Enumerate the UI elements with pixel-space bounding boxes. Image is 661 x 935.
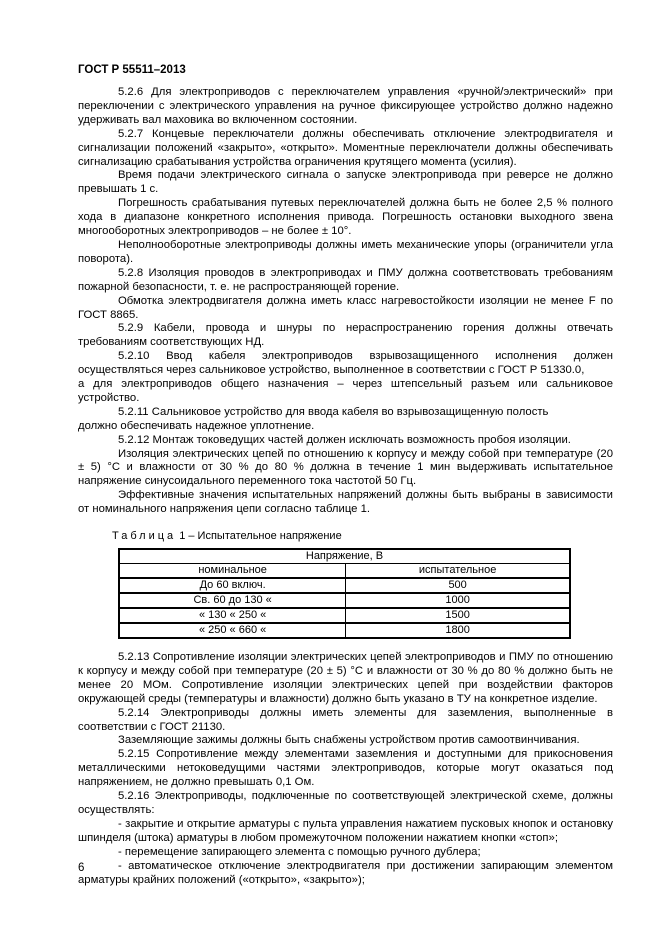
paragraph: Погрешность срабатывания путевых переключателей должна быть не более 2,5 % полного хода в диапазоне конкретного исполнения привода. Погрешность остановки выходного звена многооборотных электроприводов – не более ± 10°.: [78, 197, 613, 238]
table-row: [119, 608, 570, 623]
paragraph: 5.2.12 Монтаж токоведущих частей должен исключать возможность пробоя изоляции.: [118, 433, 571, 446]
paragraph: а для электроприводов общего назначения – через штепсельный разъем или сальниковое устройство.: [78, 378, 613, 404]
table-row: [119, 593, 570, 608]
paragraph: должно обеспечивать надежное уплотнение.: [78, 419, 315, 432]
paragraph: Эффективные значения испытательных напряжений должны быть выбраны в зависимости от номинального напряжения цепи согласно таблице 1.: [78, 489, 613, 516]
paragraph: 5.2.9 Кабели, провода и шнуры по нераспространению горения должны отвечать требованиям соответствующих НД.: [78, 322, 613, 349]
table-row: [119, 578, 570, 593]
column-header: испытательное: [346, 564, 570, 579]
paragraph: Заземляющие зажимы должны быть снабжены устройством против самоотвинчивания.: [118, 734, 580, 747]
paragraph: 5.2.6 Для электроприводов с переключателем управления «ручной/электрический» при переключении с электрического управления на ручное фиксирующее устройство должно надежно удерживать вал маховика во включенном состоянии.: [78, 86, 613, 126]
list-item: - автоматическое отключение электродвигателя при достижении запирающим элементом арматуры крайних положений («открыто», «закрыто»);: [78, 859, 613, 886]
paragraph: 5.2.11 Сальниковое устройство для ввода кабеля во взрывозащищенную полость: [118, 405, 549, 418]
paragraph: Обмотка электродвигателя должна иметь класс нагревостойкости изоляции не менее F по ГОСТ 8865.: [78, 294, 613, 321]
paragraph: 5.2.14 Электроприводы должны иметь элементы для заземления, выполненные в соответствии с ГОСТ 21130.: [78, 706, 613, 733]
table-cell: 1500: [346, 608, 570, 623]
table-cell: 1000: [346, 593, 570, 608]
table-caption-text: 1 – Испытательное напряжение: [176, 530, 342, 543]
table-cell: 500: [346, 578, 570, 593]
list-item: - перемещение запирающего элемента с помощью ручного дублера;: [118, 845, 481, 858]
paragraph: Время подачи электрического сигнала о запуске электропривода при реверсе не должно превышать 1 с.: [78, 169, 613, 196]
paragraph: 5.2.15 Сопротивление между элементами заземления и доступными для прикосновения металлическими нетоковедущими частями электроприводов, которые могут оказаться под напряжением, не должно превышать 0,1 Ом.: [78, 748, 613, 789]
column-header: номинальное: [119, 564, 346, 579]
paragraph: 5.2.8 Изоляция проводов в электроприводах и ПМУ должна соответствовать требованиям пожарной безопасности, т. е. не распространяющей горение.: [78, 266, 613, 293]
document-body: [78, 86, 613, 887]
table-caption: [112, 530, 613, 544]
paragraph: Неполнооборотные электроприводы должны иметь механические упоры (ограничители угла поворота).: [78, 238, 613, 265]
voltage-table: [118, 548, 571, 639]
document-header: ГОСТ Р 55511–2013: [78, 64, 186, 76]
page-number: 6: [78, 862, 85, 874]
table-cell: 1800: [346, 623, 570, 638]
paragraph: 5.2.16 Электроприводы, подключенные по соответствующей электрической схеме, должны осуществлять:: [78, 790, 613, 816]
table-row: [119, 623, 570, 638]
table-group-header: Напряжение, В: [119, 549, 570, 564]
paragraph: Изоляция электрических цепей по отношению к корпусу и между собой при температуре (20 ± 5) °С и влажности от 30 % до 80 % должна в течение 1 мин выдерживать испытательное напряжение синусоидального переменного тока частотой 50 Гц.: [78, 447, 613, 488]
paragraph: 5.2.7 Концевые переключатели должны обеспечивать отключение электродвигателя и сигнализации положений «закрыто», «открыто». Моментные переключатели должны обеспечивать сигнализацию срабатывания устройства ограничения крутящего момента (усилия).: [78, 127, 613, 168]
paragraph: 5.2.13 Сопротивление изоляции электрических цепей электроприводов и ПМУ по отношению к корпусу и между собой при температуре (20 ± 5) °С и влажности от 30 % до 80 % должно быть не менее 20 МОм. Сопротивление изоляции электрических цепей при воздействии факторов окружающей среды (температуры и влажности) должно быть указано в ТУ на конкретное изделие.: [78, 651, 613, 705]
table-cell: « 130 « 250 «: [119, 608, 346, 623]
table-caption-label: Таблица: [112, 530, 177, 543]
list-item: - закрытие и открытие арматуры с пульта управления нажатием пусковых кнопок и остановку шпинделя (штока) арматуры в любом промежуточном положении нажатием кнопки «стоп»;: [78, 817, 613, 844]
table-cell: До 60 включ.: [119, 578, 346, 593]
paragraph: 5.2.10 Ввод кабеля электроприводов взрывозащищенного исполнения должен осуществляться через сальниковое устройство, выполненное в соответствии с ГОСТ Р 51330.0,: [78, 350, 613, 377]
table-cell: Св. 60 до 130 «: [119, 593, 346, 608]
table-cell: « 250 « 660 «: [119, 623, 346, 638]
